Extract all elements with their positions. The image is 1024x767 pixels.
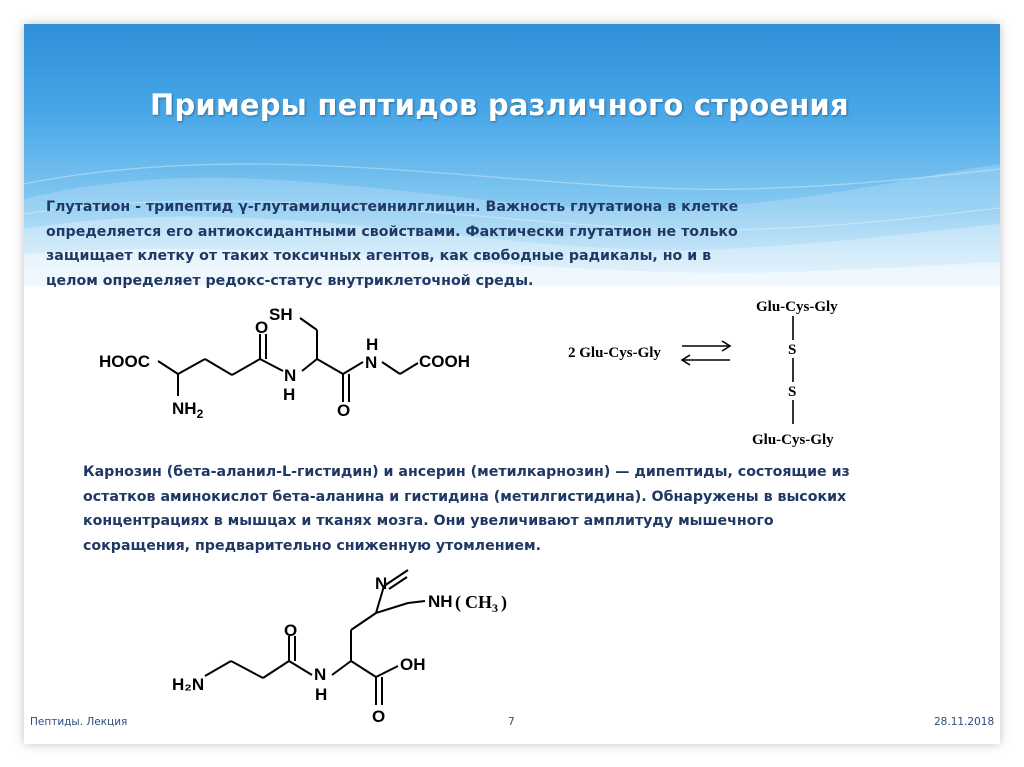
disulfide-s1: S — [788, 342, 797, 358]
amide-n: N — [314, 665, 327, 684]
glutathione-structure — [95, 300, 495, 425]
carnosine-structure — [165, 560, 535, 730]
carbonyl-o2: O — [372, 707, 386, 726]
amide-h2: H — [366, 335, 379, 354]
glutathione-paragraph: Глутатион - трипептид γ-глутамилцистеинилглицин. Важность глутатиона в клетке определяется его антиоксидантными свойствами. Фактически глутатион не только защищает клетку от таких токсичных агентов, как свободные радикалы, но и в целом определяет редокс-статус внутриклеточной среды. — [46, 199, 739, 289]
redox-top-label: Glu-Cys-Gly — [756, 299, 838, 315]
imidazole-n: N — [375, 574, 388, 593]
redox-bottom-label: Glu-Cys-Gly — [752, 432, 834, 448]
cooh-label: COOH — [419, 352, 470, 371]
footer-course: Пептиды. Лекция — [30, 716, 128, 728]
h2n-label: H₂N — [172, 675, 205, 694]
hooc-label: HOOC — [99, 352, 150, 371]
carbonyl-o1: O — [284, 621, 298, 640]
slide-title: Примеры пептидов различного строения — [150, 88, 849, 122]
amide-h1: H — [283, 385, 296, 404]
footer-date: 28.11.2018 — [934, 716, 995, 728]
amide-n1: N — [284, 366, 297, 385]
disulfide-s2: S — [788, 384, 797, 400]
imidazole-nh: NH — [428, 592, 453, 611]
redox-left-label: 2 Glu-Cys-Gly — [568, 345, 661, 361]
methyl-group: ( $CH_3$ ) — [455, 592, 507, 615]
amide-h: H — [315, 685, 328, 704]
nh2-label: $NH_2$ — [172, 399, 204, 421]
oh-label: OH — [400, 655, 426, 674]
glutathione-redox — [560, 290, 890, 455]
page-number: 7 — [508, 716, 515, 728]
carbonyl-o1: O — [255, 318, 269, 337]
carnosine-paragraph: Карнозин (бета-аланил-L-гистидин) и ансерин (метилкарнозин) — дипептиды, состоящие из остатков аминокислот бета-аланина и гистидина (метилгистидина). Обнаружены в высоких концентрациях в мышцах и тканях мозга. Они увеличивают амплитуду мышечного сокращения, предварительно сниженную утомлением. — [83, 464, 850, 554]
sh-label: SH — [269, 305, 293, 324]
carbonyl-o2: O — [337, 401, 351, 420]
amide-n2: N — [365, 353, 378, 372]
